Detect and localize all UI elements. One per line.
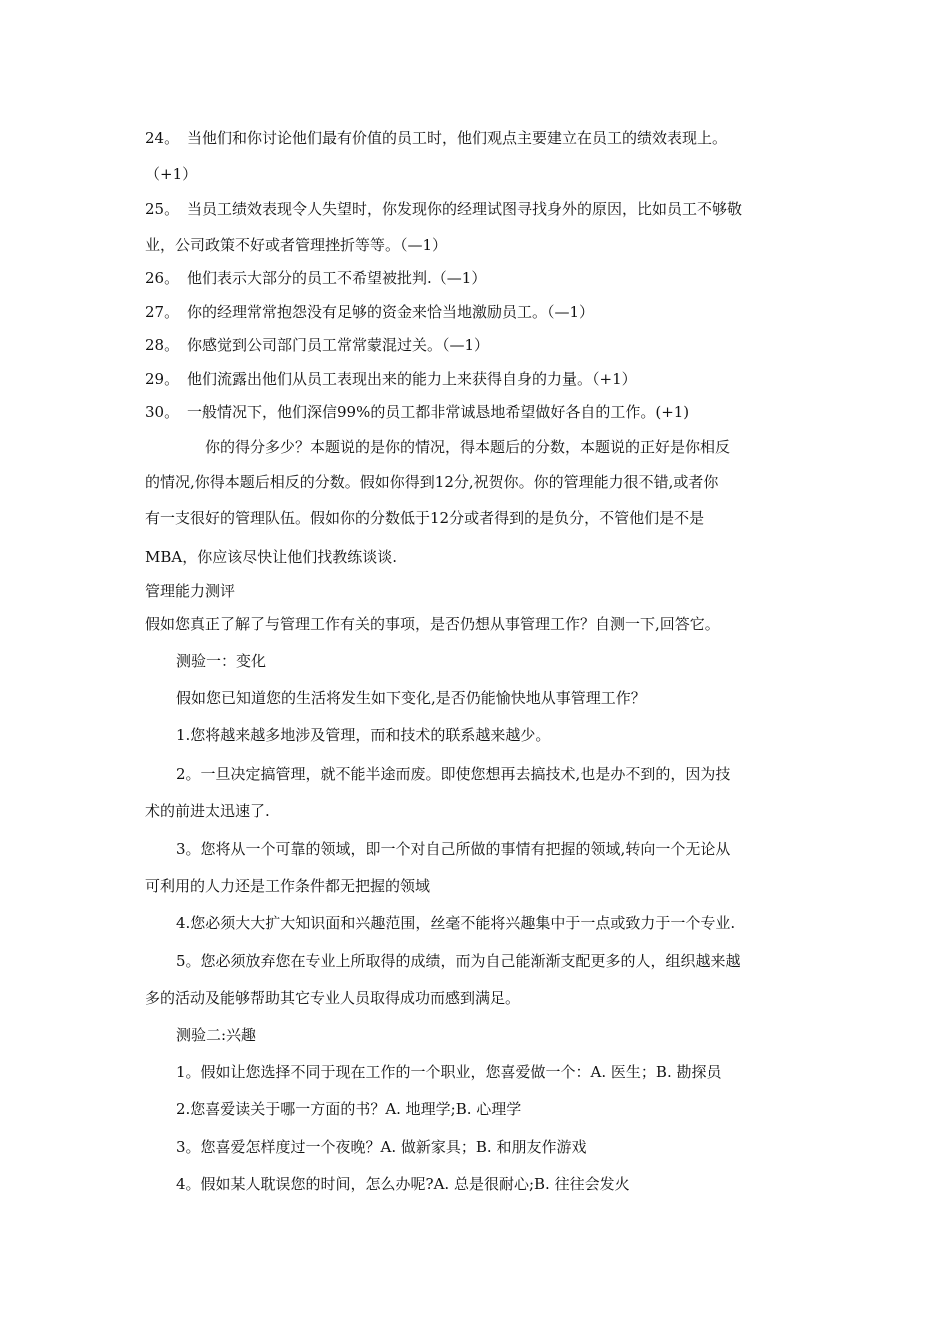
test1-item-2-cont: 术的前进太迅速了. (145, 802, 270, 820)
test2-question-3: 3。您喜爱怎样度过一个夜晚？A. 做新家具；B. 和朋友作游戏 (176, 1138, 587, 1156)
item-30: 30。 一般情况下，他们深信99%的员工都非常诚恳地希望做好各自的工作。(+1) (145, 403, 690, 421)
score-line-2: 的情况,你得本题后相反的分数。假如你得到12分,祝贺你。你的管理能力很不错,或者你 (145, 473, 719, 491)
test1-question: 假如您已知道您的生活将发生如下变化,是否仍能愉快地从事管理工作？ (176, 689, 646, 707)
score-line-3: 有一支很好的管理队伍。假如你的分数低于12分或者得到的是负分，不管他们是不是 (145, 509, 705, 527)
item-24-cont: （+1） (145, 165, 198, 183)
test2-title: 测验二:兴趣 (176, 1026, 257, 1044)
test1-item-5: 5。您必须放弃您在专业上所取得的成绩，而为自己能渐渐支配更多的人，组织越来越 (176, 952, 741, 970)
test1-item-3-cont: 可利用的人力还是工作条件都无把握的领域 (145, 877, 431, 895)
test1-item-2: 2。一旦决定搞管理，就不能半途而废。即使您想再去搞技术,也是办不到的，因为技 (176, 765, 731, 783)
score-line-4: MBA，你应该尽快让他们找教练谈谈. (145, 548, 397, 566)
test2-question-2: 2.您喜爱读关于哪一方面的书？A. 地理学;B. 心理学 (176, 1100, 522, 1118)
item-25: 25。 当员工绩效表现令人失望时，你发现你的经理试图寻找身外的原因，比如员工不够敬 (145, 200, 743, 218)
test2-question-4: 4。假如某人耽误您的时间，怎么办呢?A. 总是很耐心;B. 往往会发火 (176, 1175, 630, 1193)
test1-title: 测验一：变化 (176, 652, 267, 670)
test1-item-5-cont: 多的活动及能够帮助其它专业人员取得成功而感到满足。 (145, 989, 521, 1007)
item-29: 29。 他们流露出他们从员工表现出来的能力上来获得自身的力量。（+1） (145, 370, 637, 388)
test1-item-4: 4.您必须大大扩大知识面和兴趣范围，丝毫不能将兴趣集中于一点或致力于一个专业. (176, 914, 736, 932)
item-25-cont: 业，公司政策不好或者管理挫折等等。（—1） (145, 236, 448, 254)
item-28: 28。 你感觉到公司部门员工常常蒙混过关。（—1） (145, 336, 490, 354)
test1-item-1: 1.您将越来越多地涉及管理，而和技术的联系越来越少。 (176, 726, 551, 744)
item-24: 24。 当他们和你讨论他们最有价值的员工时，他们观点主要建立在员工的绩效表现上。 (145, 129, 728, 147)
item-26: 26。 他们表示大部分的员工不希望被批判.（—1） (145, 269, 487, 287)
test1-item-3: 3。您将从一个可靠的领域，即一个对自己所做的事情有把握的领域,转向一个无论从 (176, 840, 731, 858)
test2-question-1: 1。假如让您选择不同于现在工作的一个职业，您喜爱做一个：A. 医生；B. 勘探员 (176, 1063, 722, 1081)
score-line-1: 你的得分多少？本题说的是你的情况，得本题后的分数，本题说的正好是你相反 (205, 438, 731, 456)
section-title: 管理能力测评 (145, 582, 236, 600)
item-27: 27。 你的经理常常抱怨没有足够的资金来恰当地激励员工。（—1） (145, 303, 595, 321)
intro-text: 假如您真正了解了与管理工作有关的事项，是否仍想从事管理工作？自测一下,回答它。 (145, 615, 720, 633)
